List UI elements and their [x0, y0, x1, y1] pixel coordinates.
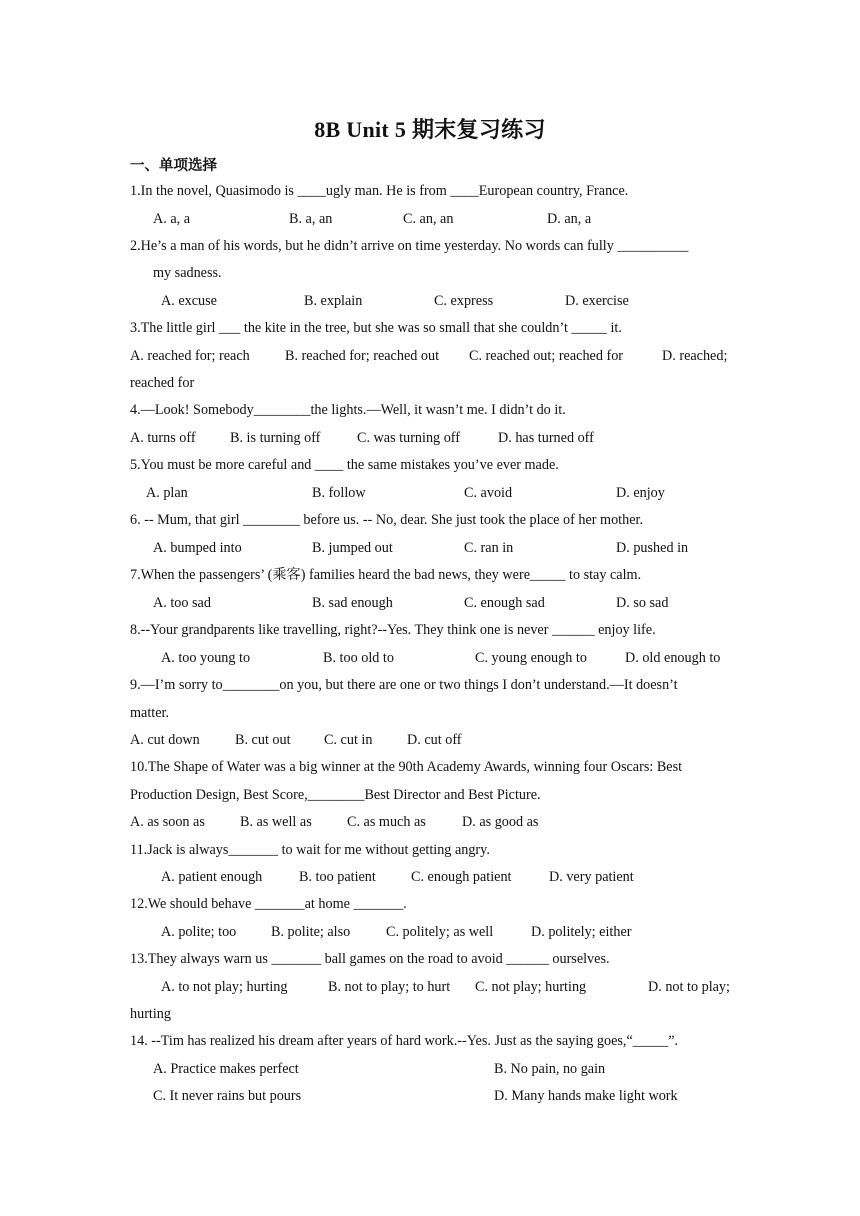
question-10-option-a: A. as soon as	[130, 814, 205, 830]
question-4-option-a: A. turns off	[130, 430, 196, 446]
question-3-text: 3.The little girl ___ the kite in the tree, but she was so small that she couldn’t _____ it.	[130, 320, 622, 336]
question-10-option-c: C. as much as	[347, 814, 426, 830]
question-14-option-b: B. No pain, no gain	[494, 1061, 606, 1077]
question-11-option-c: C. enough patient	[411, 869, 512, 885]
page-title: 8B Unit 5 期末复习练习	[314, 117, 546, 142]
question-9-option-c: C. cut in	[324, 732, 373, 748]
question-14-option-a: A. Practice makes perfect	[153, 1061, 299, 1077]
question-13-option-d-cont: hurting	[130, 1006, 171, 1022]
question-5-option-d: D. enjoy	[616, 485, 665, 501]
question-9-option-a: A. cut down	[130, 732, 200, 748]
question-5-option-c: C. avoid	[464, 485, 513, 501]
question-6-option-d: D. pushed in	[616, 540, 689, 556]
question-1-option-b: B. a, an	[289, 211, 333, 227]
question-9-option-d: D. cut off	[407, 732, 462, 748]
question-13-option-d: D. not to play;	[648, 979, 730, 995]
question-14-option-d: D. Many hands make light work	[494, 1088, 678, 1104]
question-13-text: 13.They always warn us _______ ball games on the road to avoid ______ ourselves.	[130, 951, 610, 967]
question-2-option-d: D. exercise	[565, 293, 629, 309]
question-4-option-c: C. was turning off	[357, 430, 460, 446]
question-1-text: 1.In the novel, Quasimodo is ____ugly man. He is from ____European country, France.	[130, 183, 629, 199]
question-5-text: 5.You must be more careful and ____ the same mistakes you’ve ever made.	[130, 457, 559, 473]
question-6-option-a: A. bumped into	[153, 540, 242, 556]
question-14-text: 14. --Tim has realized his dream after years of hard work.--Yes. Just as the saying goes,“_____”.	[130, 1033, 679, 1049]
question-1-option-c: C. an, an	[403, 211, 454, 227]
question-7-text: 7.When the passengers’ (乘客) families heard the bad news, they were_____ to stay calm.	[130, 567, 642, 583]
question-1-option-a: A. a, a	[153, 211, 191, 227]
question-3-option-d: D. reached;	[662, 348, 728, 364]
question-11-text: 11.Jack is always_______ to wait for me without getting angry.	[130, 842, 490, 858]
question-5-option-b: B. follow	[312, 485, 366, 501]
question-7-option-a: A. too sad	[153, 595, 211, 611]
question-2-option-c: C. express	[434, 293, 494, 309]
question-4-text: 4.—Look! Somebody________the lights.—Well, it wasn’t me. I didn’t do it.	[130, 402, 566, 418]
question-3-option-a: A. reached for; reach	[130, 348, 250, 364]
question-1-option-d: D. an, a	[547, 211, 592, 227]
question-5-option-a: A. plan	[146, 485, 188, 501]
question-13-option-b: B. not to play; to hurt	[328, 979, 451, 995]
question-14-option-c: C. It never rains but pours	[153, 1088, 302, 1104]
question-2-text: 2.He’s a man of his words, but he didn’t arrive on time yesterday. No words can fully __________	[130, 238, 689, 254]
question-6-text: 6. -- Mum, that girl ________ before us. -- No, dear. She just took the place of her mother.	[130, 512, 644, 528]
question-6-option-b: B. jumped out	[312, 540, 393, 556]
question-13-option-c: C. not play; hurting	[475, 979, 587, 995]
question-8-text: 8.--Your grandparents like travelling, right?--Yes. They think one is never ______ enjoy life.	[130, 622, 656, 638]
question-12-option-a: A. polite; too	[161, 924, 237, 940]
question-8-option-b: B. too old to	[323, 650, 394, 666]
question-13-option-a: A. to not play; hurting	[161, 979, 288, 995]
question-12-option-c: C. politely; as well	[386, 924, 494, 940]
question-7-option-d: D. so sad	[616, 595, 669, 611]
question-8-option-c: C. young enough to	[475, 650, 587, 666]
question-9-text-cont: matter.	[130, 705, 170, 721]
question-4-option-b: B. is turning off	[230, 430, 321, 446]
question-12-option-d: D. politely; either	[531, 924, 632, 940]
question-9-text: 9.—I’m sorry to________on you, but there are one or two things I don’t understand.—It doesn’t	[130, 677, 678, 693]
question-11-option-a: A. patient enough	[161, 869, 263, 885]
question-3-option-d-cont: reached for	[130, 375, 195, 391]
question-12-text: 12.We should behave _______at home _______.	[130, 896, 407, 912]
question-8-option-a: A. too young to	[161, 650, 251, 666]
question-11-option-d: D. very patient	[549, 869, 634, 885]
question-10-text-cont: Production Design, Best Score,________Best Director and Best Picture.	[130, 787, 541, 803]
question-3-option-c: C. reached out; reached for	[469, 348, 624, 364]
question-2-option-a: A. excuse	[161, 293, 217, 309]
question-2-text-cont: my sadness.	[153, 265, 222, 281]
question-11-option-b: B. too patient	[299, 869, 376, 885]
question-6-option-c: C. ran in	[464, 540, 514, 556]
question-7-option-b: B. sad enough	[312, 595, 393, 611]
question-10-text: 10.The Shape of Water was a big winner at the 90th Academy Awards, winning four Oscars: Best	[130, 759, 683, 775]
question-4-option-d: D. has turned off	[498, 430, 594, 446]
question-8-option-d: D. old enough to	[625, 650, 721, 666]
question-3-option-b: B. reached for; reached out	[285, 348, 440, 364]
question-12-option-b: B. polite; also	[271, 924, 351, 940]
question-9-option-b: B. cut out	[235, 732, 291, 748]
question-10-option-d: D. as good as	[462, 814, 539, 830]
section-heading: 一、单项选择	[130, 158, 217, 174]
question-10-option-b: B. as well as	[240, 814, 312, 830]
question-7-option-c: C. enough sad	[464, 595, 545, 611]
question-2-option-b: B. explain	[304, 293, 363, 309]
